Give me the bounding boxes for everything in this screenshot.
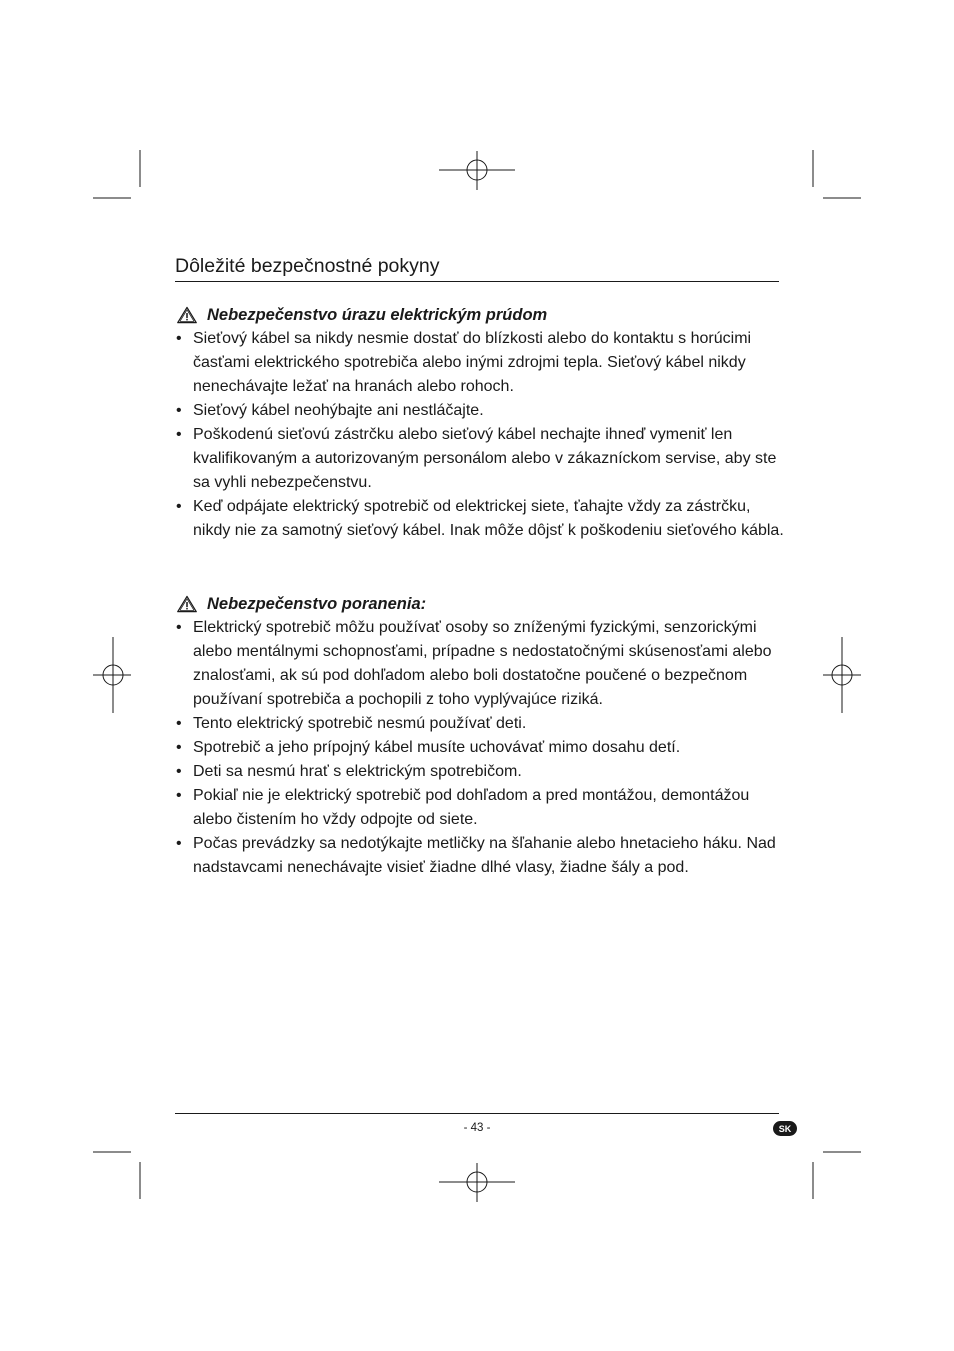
- language-badge: SK: [773, 1121, 797, 1136]
- bullet-list: [175, 327, 785, 543]
- list-item: • Keď odpájate elektrický spotrebič od elektrickej siete, ťahajte vždy za zástrčku, nikdy nie za samotný sieťový kábel. Inak môže dôjsť k poškodeniu sieťového kábla.: [175, 495, 785, 543]
- list-item: • Sieťový kábel sa nikdy nesmie dostať do blízkosti alebo do kontaktu s horúcimi časťami elektrického spotrebiča alebo inými zdrojmi tepla. Sieťový kábel nikdy nenechávajte ležať na hranách alebo rohoch.: [175, 327, 785, 399]
- section-heading-text: Nebezpečenstvo poranenia:: [207, 595, 427, 613]
- list-item: • Počas prevádzky sa nedotýkajte metličky na šľahanie alebo hnetacieho háku. Nad nadstavcami nenechávajte visieť žiadne dlhé vlasy, žiadne šály a pod.: [175, 832, 785, 880]
- page-number: - 43 -: [463, 1122, 491, 1134]
- section-heading: [175, 592, 785, 616]
- section-heading: [175, 303, 785, 327]
- warning-triangle-icon: [176, 306, 198, 324]
- warning-triangle-icon: [176, 595, 198, 613]
- list-item: • Spotrebič a jeho prípojný kábel musíte uchovávať mimo dosahu detí.: [175, 736, 785, 760]
- list-item: • Deti sa nesmú hrať s elektrickým spotrebičom.: [175, 760, 785, 784]
- section-heading-text: Nebezpečenstvo úrazu elektrickým prúdom: [207, 306, 548, 324]
- section-electric-shock: [175, 303, 785, 543]
- section-injury: [175, 592, 785, 880]
- list-item: • Sieťový kábel neohýbajte ani nestláčajte.: [175, 399, 785, 423]
- footer-divider: [175, 1113, 779, 1114]
- list-item: • Poškodenú sieťovú zástrčku alebo sieťový kábel nechajte ihneď vymeniť len kvalifikovaným a autorizovaným personálom alebo v zákazníckom servise, aby ste sa vyhli nebezpečenstvu.: [175, 423, 785, 495]
- list-item: • Elektrický spotrebič môžu používať osoby so zníženými fyzickými, senzorickými alebo mentálnymi schopnosťami, prípadne s nedostatočnými skúsenosťami alebo znalosťami, ak sú pod dohľadom alebo boli dostatočne poučené o bezpečnom používaní spotrebiča a pochopili z toho vyplývajúce riziká.: [175, 616, 785, 712]
- bullet-list: [175, 616, 785, 880]
- list-item: • Pokiaľ nie je elektrický spotrebič pod dohľadom a pred montážou, demontážou alebo čistením ho vždy odpojte od siete.: [175, 784, 785, 832]
- list-item: • Tento elektrický spotrebič nesmú používať deti.: [175, 712, 785, 736]
- page-title: Dôležité bezpečnostné pokyny: [175, 255, 779, 282]
